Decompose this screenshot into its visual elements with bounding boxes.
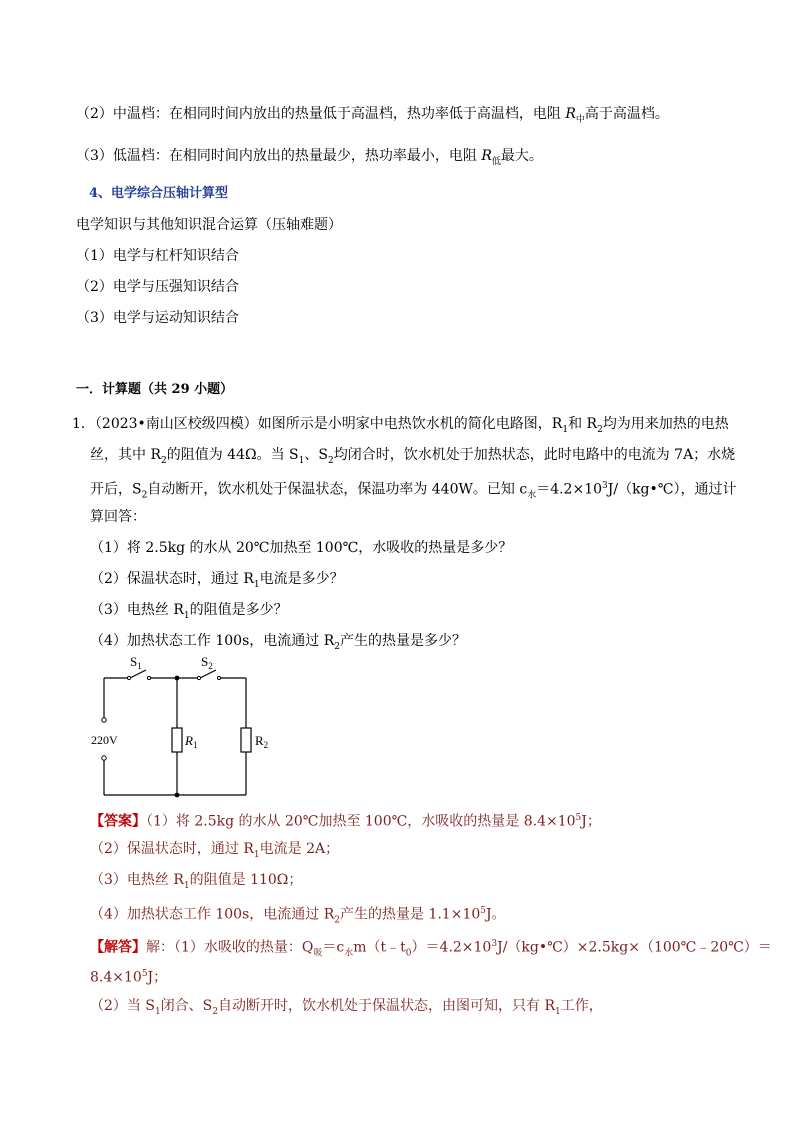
text: 电流是 2A； bbox=[259, 841, 340, 857]
superscript: 3 bbox=[602, 481, 608, 491]
switch-2-blade bbox=[200, 670, 216, 678]
label-voltage: 220V bbox=[91, 733, 118, 747]
subscript: 2 bbox=[327, 455, 334, 466]
section4-item-3: （3）电学与运动知识结合 bbox=[76, 310, 239, 326]
junction-dot bbox=[175, 676, 180, 681]
section4-subtitle: 电学知识与其他知识混合运算（压轴难题） bbox=[76, 217, 342, 233]
intro-mid-line bbox=[76, 104, 669, 130]
junction-dot bbox=[175, 793, 180, 798]
section4-item-2: （2）电学与压强知识结合 bbox=[76, 279, 239, 295]
superscript: 5 bbox=[480, 906, 486, 916]
text: 8.4×10 bbox=[90, 969, 142, 986]
solution-line-3 bbox=[90, 996, 603, 1022]
text: 开后，S bbox=[90, 481, 142, 498]
label-s2: $S_2$ bbox=[201, 654, 213, 671]
subscript: 2 bbox=[141, 490, 148, 501]
answer-tag: 【答案】 bbox=[90, 813, 146, 830]
section4-title: 4、电学综合压轴计算型 bbox=[89, 186, 229, 201]
switch-2-contact bbox=[217, 676, 220, 679]
q1-part-1: （1）将 2.5kg 的水从 20℃加热至 100℃，水吸收的热量是多少？ bbox=[90, 540, 513, 556]
text: 最大。 bbox=[500, 148, 543, 164]
subscript: 水 bbox=[527, 490, 537, 501]
text: （4）加热状态工作 100s，电流通过 R bbox=[90, 906, 335, 923]
answer-line-4 bbox=[90, 901, 506, 930]
subscript: 2 bbox=[161, 455, 167, 466]
intro-low-line bbox=[76, 146, 543, 172]
text: J。 bbox=[486, 906, 506, 923]
text: （3）电热丝 R bbox=[90, 602, 184, 618]
text: 电流是多少？ bbox=[259, 571, 344, 587]
text: （4）加热状态工作 100s，电流通过 R bbox=[90, 633, 335, 649]
subscript: 0 bbox=[405, 948, 412, 959]
q1-line-3 bbox=[90, 476, 736, 505]
text: 自动断开，饮水机处于保温状态，保温功率为 440W。已知 c bbox=[147, 481, 528, 498]
solution-line-1 bbox=[90, 934, 772, 963]
text: 均闭合时，饮水机处于加热状态，此时电路中的电流为 7A；水烧 bbox=[333, 447, 736, 463]
switch-1-blade bbox=[130, 670, 146, 678]
subscript: 2 bbox=[334, 915, 340, 926]
text: （2）中温档：在相同时间内放出的热量低于高温档，热功率低于高温档，电阻 bbox=[76, 106, 566, 122]
resistance-symbol: R bbox=[481, 148, 492, 164]
terminal-bottom bbox=[102, 756, 106, 760]
text: J； bbox=[147, 969, 168, 986]
text: 的阻值为 44Ω。当 S bbox=[166, 447, 299, 463]
solution-line-2 bbox=[90, 964, 167, 988]
q1-part-3 bbox=[90, 600, 288, 626]
subscript: 1 bbox=[298, 455, 305, 466]
text: 解：（1）水吸收的热量：Q bbox=[146, 939, 314, 956]
superscript: 5 bbox=[575, 813, 582, 823]
subscript: 1 bbox=[183, 610, 190, 621]
subscript: 1 bbox=[154, 1006, 161, 1017]
solution-tag: 【解答】 bbox=[90, 939, 146, 956]
text: ＝4.2×10 bbox=[536, 481, 603, 498]
text: 产生的热量是多少？ bbox=[340, 633, 466, 649]
section4-item-1: （1）电学与杠杆知识结合 bbox=[76, 248, 239, 264]
subscript: 2 bbox=[212, 1006, 219, 1017]
subscript: 1 bbox=[555, 1006, 561, 1017]
q1-line-1 bbox=[72, 414, 729, 440]
text: （3）低温档：在相同时间内放出的热量最少，热功率最小，电阻 bbox=[76, 148, 482, 164]
text: ）＝4.2×10 bbox=[411, 939, 492, 956]
switch-1-contact bbox=[127, 676, 130, 679]
text: （1）将 2.5kg 的水从 20℃加热至 100℃，水吸收的热量是 8.4×10 bbox=[146, 813, 576, 830]
text: J/（kg•℃），通过计 bbox=[607, 481, 737, 498]
text: 和 R bbox=[568, 416, 598, 432]
subscript: 1 bbox=[183, 880, 190, 891]
text: （2）保温状态时，通过 R bbox=[90, 841, 254, 857]
resistor-r1 bbox=[172, 728, 182, 752]
label-s1: $S_1$ bbox=[130, 654, 142, 671]
q1-line-2 bbox=[90, 445, 735, 471]
circuit-diagram bbox=[80, 652, 280, 802]
text: 、S bbox=[304, 447, 328, 463]
subscript: 水 bbox=[344, 948, 354, 959]
subscript: 1 bbox=[253, 579, 260, 590]
text: （3）电热丝 R bbox=[90, 872, 184, 888]
q1-line-4: 算回答： bbox=[90, 509, 146, 525]
answer-line-2 bbox=[90, 839, 339, 865]
label-r1: $R_1$ bbox=[185, 733, 198, 750]
text: J； bbox=[581, 813, 601, 830]
text: 产生的热量是 1.1×10 bbox=[340, 906, 481, 923]
text: 均为用来加热的电热 bbox=[602, 416, 729, 432]
text: J/（kg•℃）×2.5kg×（100℃﹣20℃）＝ bbox=[497, 939, 772, 956]
text: 的阻值是 110Ω； bbox=[189, 872, 303, 888]
answer-line-1 bbox=[90, 808, 601, 832]
subscript: 2 bbox=[597, 424, 603, 435]
resistor-r2 bbox=[241, 728, 251, 752]
text: （2）当 S bbox=[90, 998, 155, 1014]
text: m（t﹣t bbox=[353, 939, 406, 956]
answer-line-3 bbox=[90, 870, 302, 896]
text: 高于高温档。 bbox=[584, 106, 669, 122]
text: 的阻值是多少？ bbox=[189, 602, 288, 618]
text: 工作， bbox=[560, 998, 603, 1014]
part-title: 一．计算题（共 29 小题） bbox=[76, 382, 234, 397]
q1-part-2 bbox=[90, 569, 344, 595]
subscript: 低 bbox=[491, 156, 501, 167]
text: 闭合、S bbox=[160, 998, 213, 1014]
text: ＝c bbox=[322, 939, 345, 956]
switch-2-contact bbox=[197, 676, 200, 679]
subscript: 中 bbox=[575, 114, 585, 125]
text: （2）保温状态时，通过 R bbox=[90, 571, 254, 587]
subscript: 吸 bbox=[313, 948, 323, 959]
label-r2: $R_2$ bbox=[255, 733, 269, 750]
subscript: 1 bbox=[253, 849, 260, 860]
subscript: 2 bbox=[334, 641, 340, 652]
subscript: 1 bbox=[562, 424, 569, 435]
superscript: 3 bbox=[491, 939, 498, 949]
terminal-top bbox=[102, 718, 106, 722]
superscript: 5 bbox=[141, 969, 148, 979]
text: 1．（2023•南山区校级四模）如图所示是小明家中电热饮水机的简化电路图，R bbox=[72, 416, 563, 432]
switch-1-contact bbox=[147, 676, 150, 679]
text: 丝，其中 R bbox=[90, 447, 161, 463]
text: 自动断开时，饮水机处于保温状态，由图可知，只有 R bbox=[218, 998, 556, 1014]
resistance-symbol: R bbox=[565, 106, 576, 122]
